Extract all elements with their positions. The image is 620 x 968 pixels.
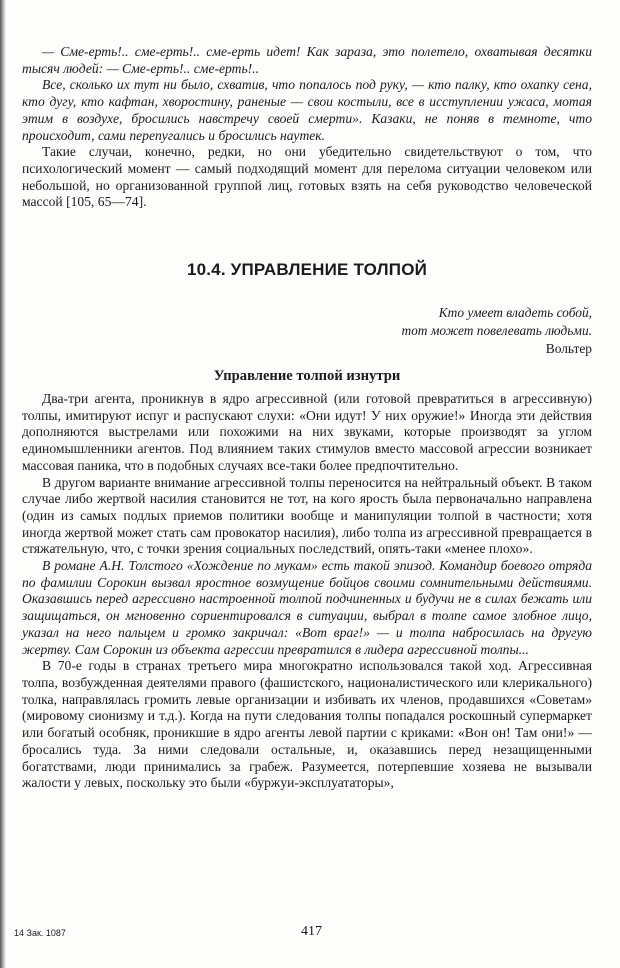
scan-edge-shadow <box>0 0 6 968</box>
body-paragraph: Два-три агента, проникнув в ядро агрессивной (или готовой превратиться в агрессивную) толпы, имитируют испуг и распускают слухи: «Они идут! У них оружие!» Иногда эти действия дополняются выстрелами или похожими на них звуками, которые производят за углом единомышленники агентов. Под влиянием таких стимулов вместо массовой агрессии возникает массовая паника, что в подобных случаях все-таки более предпочтительно. <box>22 391 592 473</box>
page-body <box>22 44 592 792</box>
quote-paragraph-2: Все, сколько их тут ни было, схватив, что попалось под руку, — кто палку, кто охапку сена, кто дугу, кто кафтан, хворостину, раненые — свои костыли, все в исступлении ужаса, мотая этим в воздухе, бросились навстречу своей смерти». Казаки, не поняв в темноте, что происходит, сами перепугались и бросились наутек. <box>22 77 592 143</box>
page-number: 417 <box>301 924 322 939</box>
epigraph-line-1: Кто умеет владеть собой, <box>438 305 592 321</box>
body-paragraph: В другом варианте внимание агрессивной толпы переносится на нейтральный объект. В таком случае либо жертвой насилия становится не тот, на кого ярость была первоначально направлена (один из самых подлых приемов политики вообще и манипуляции толпой в частности; хотя иногда жертвой может стать сам провокатор насилия), либо толпа из агрессивной превращается в стяжательную, что, с точки зрения социальных последствий, опять-таки «менее плохо». <box>22 474 592 557</box>
novel-example-paragraph: В романе А.Н. Толстого «Хождение по мукам» есть такой эпизод. Командир боевого отряда по фамилии Сорокин вызвал яростное возмущение бойцов своими сомнительными действиями. Оказавшись перед агрессивно настроенной толпой подчиненных и будучи не в силах бежать или защищаться, он мгновенно сориентировался в ситуации, выбрал в толпе самое злобное лицо, указал на него пальцем и громко закричал: «Вот враг!» — и толпа набросилась на другую жертву. Сам Сорокин из объекта агрессии превратился в лидера агрессивной толпы... <box>22 558 592 657</box>
printer-signature: 14 Зак. 1087 <box>14 928 66 938</box>
epigraph <box>22 304 592 358</box>
subsection-title: Управление толпой изнутри <box>213 368 401 385</box>
body-paragraph: В 70-е годы в странах третьего мира многократно использовался такой ход. Агрессивная толпа, возбужденная деятелями правого (фашистского, националистического или клерикального) толка, направлялась громить левые организации и избивать их членов, продавшихся «Советам» (мировому сионизму и т.д.). Когда на пути следования толпы попадался роскошный супермаркет или богатый особняк, проникшие в ядро агенты левой партии с криками: «Вон он! Там они!» — бросались туда. За ними следовали остальные, и, оказавшись перед незащищенными богатствами, люди принимались за грабеж. Разумеется, потерпевшие хозяева не вызывали жалости у левых, поскольку это были «буржуи-эксплуататоры», <box>22 658 592 791</box>
epigraph-line-2: тот может повелевать людьми. <box>401 323 592 339</box>
epigraph-author: Вольтер <box>545 341 592 357</box>
quote-paragraph-1: — Сме-ерть!.. сме-ерть!.. сме-ерть идет! Как зараза, это полетело, охватывая десятки тысяч людей: — Сме-ерть!.. сме-ерть!.. <box>22 44 592 76</box>
section-title: 10.4. УПРАВЛЕНИЕ ТОЛПОЙ <box>186 260 428 280</box>
intro-paragraph: Такие случаи, конечно, редки, но они убедительно свидетельствуют о том, что психологический момент — самый подходящий момент для перелома ситуации человеком или небольшой, но организованной группой лиц, готовых взять на себя руководство человеческой массой [105, 65—74]. <box>22 144 592 210</box>
